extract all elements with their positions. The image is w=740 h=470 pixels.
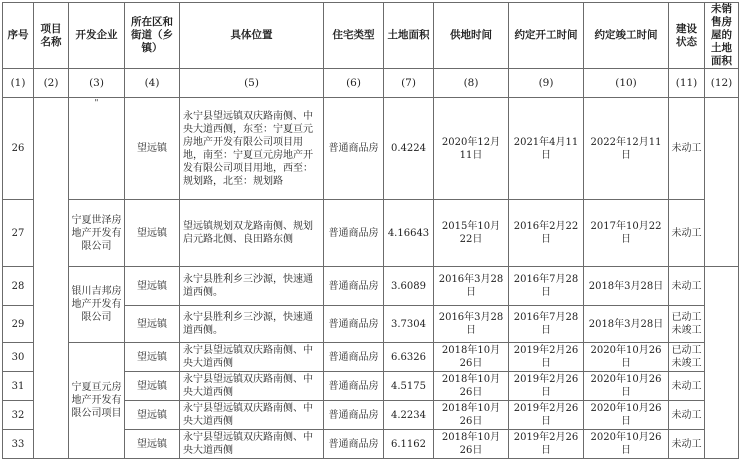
row-location: 永宁县望远镇双庆路南侧、中央大道西侧 [180, 372, 324, 401]
header-row [3, 3, 739, 69]
row-completion-time: 2020年10月26日 [584, 401, 669, 430]
row-land-area: 4.5175 [384, 372, 434, 401]
row-supply-time: 2016年3月28日 [434, 306, 509, 343]
header-developer: 开发企业 [69, 3, 125, 69]
row-seq: 29 [3, 306, 34, 343]
row-supply-time: 2016年3月28日 [434, 267, 509, 306]
developer-cell: 宁夏世泽房地产开发有限公司 [69, 200, 125, 267]
row-seq: 26 [3, 98, 34, 200]
row-status: 未动工 [669, 200, 705, 267]
row-status: 未动工 [669, 372, 705, 401]
index-cell: (7) [384, 69, 434, 98]
row-housing-type: 普通商品房 [324, 430, 384, 459]
row-start-time: 2019年2月26日 [509, 372, 584, 401]
header-unsold-area: 未销售房屋的土地面积 [705, 3, 739, 69]
index-cell: (10) [584, 69, 669, 98]
row-district: 望远镇 [125, 98, 180, 200]
unsold-area-cell [705, 98, 739, 267]
row-land-area: 6.6326 [384, 343, 434, 372]
table-row [3, 200, 739, 267]
row-district: 望远镇 [125, 401, 180, 430]
row-housing-type: 普通商品房 [324, 200, 384, 267]
header-seq: 序号 [3, 3, 34, 69]
row-district: 望远镇 [125, 372, 180, 401]
table-row [3, 267, 739, 306]
row-district: 望远镇 [125, 430, 180, 459]
row-land-area: 4.2234 [384, 401, 434, 430]
row-seq: 28 [3, 267, 34, 306]
index-cell: (6) [324, 69, 384, 98]
index-cell: (2) [34, 69, 69, 98]
row-location: 永宁县望远镇双庆路南侧、中央大道西侧，东至：宁夏亘元房地产开发有限公司项目用地，南至：宁夏亘元房地产开发有限公司项目用地，西至：规划路，北至：规划路 [180, 98, 324, 200]
row-location: 永宁县胜利乡三沙源，快速通道西侧。 [180, 306, 324, 343]
row-seq: 33 [3, 430, 34, 459]
header-district: 所在区和街道（乡镇） [125, 3, 180, 69]
row-start-time: 2019年2月26日 [509, 343, 584, 372]
table-row [3, 343, 739, 372]
row-status: 已动工未竣工 [669, 306, 705, 343]
unsold-area-cell [705, 267, 739, 459]
row-completion-time: 2017年10月22日 [584, 200, 669, 267]
row-location: 永宁县望远镇双庆路南侧、中央大道西侧 [180, 343, 324, 372]
header-housing-type: 住宅类型 [324, 3, 384, 69]
header-project-name: 项目名称 [34, 3, 69, 69]
row-district: 望远镇 [125, 267, 180, 306]
header-completion-time: 约定竣工时间 [584, 3, 669, 69]
land-supply-table [2, 2, 739, 459]
row-seq: 31 [3, 372, 34, 401]
row-housing-type: 普通商品房 [324, 401, 384, 430]
row-start-time: 2019年2月26日 [509, 401, 584, 430]
row-start-time: 2021年4月11日 [509, 98, 584, 200]
row-housing-type: 普通商品房 [324, 98, 384, 200]
row-completion-time: 2018年3月28日 [584, 306, 669, 343]
row-housing-type: 普通商品房 [324, 343, 384, 372]
row-supply-time: 2018年10月26日 [434, 343, 509, 372]
row-location: 永宁县望远镇双庆路南侧、中央大道西侧 [180, 430, 324, 459]
row-land-area: 3.7304 [384, 306, 434, 343]
index-cell: (4) [125, 69, 180, 98]
row-seq: 30 [3, 343, 34, 372]
row-supply-time: 2015年10月22日 [434, 200, 509, 267]
table-row [3, 98, 739, 200]
row-seq: 32 [3, 401, 34, 430]
row-completion-time: 2018年3月28日 [584, 267, 669, 306]
row-status: 未动工 [669, 267, 705, 306]
developer-cell: " [69, 98, 125, 200]
index-row [3, 69, 739, 98]
index-cell: (11) [669, 69, 705, 98]
header-supply-time: 供地时间 [434, 3, 509, 69]
row-status: 未动工 [669, 430, 705, 459]
row-seq: 27 [3, 200, 34, 267]
row-start-time: 2016年7月28日 [509, 306, 584, 343]
index-cell: (5) [180, 69, 324, 98]
header-status: 建设状态 [669, 3, 705, 69]
row-completion-time: 2022年12月11日 [584, 98, 669, 200]
header-land-area: 土地面积 [384, 3, 434, 69]
row-completion-time: 2020年10月26日 [584, 343, 669, 372]
row-start-time: 2016年2月22日 [509, 200, 584, 267]
developer-cell: 银川吉邦房地产开发有限公司 [69, 267, 125, 343]
row-housing-type: 普通商品房 [324, 306, 384, 343]
index-cell: (9) [509, 69, 584, 98]
row-supply-time: 2018年10月26日 [434, 401, 509, 430]
row-housing-type: 普通商品房 [324, 372, 384, 401]
row-start-time: 2016年7月28日 [509, 267, 584, 306]
row-land-area: 0.4224 [384, 98, 434, 200]
row-land-area: 6.1162 [384, 430, 434, 459]
row-location: 永宁县胜利乡三沙源，快速通道西侧。 [180, 267, 324, 306]
row-status: 已动工未竣工 [669, 343, 705, 372]
index-cell: (3) [69, 69, 125, 98]
row-district: 望远镇 [125, 306, 180, 343]
row-district: 望远镇 [125, 200, 180, 267]
project-name-cell [34, 98, 69, 459]
row-location: 永宁县望远镇双庆路南侧、中央大道西侧 [180, 401, 324, 430]
developer-cell: 宁夏亘元房地产开发有限公司项目 [69, 343, 125, 459]
index-cell: (1) [3, 69, 34, 98]
row-completion-time: 2020年10月26日 [584, 372, 669, 401]
row-housing-type: 普通商品房 [324, 267, 384, 306]
index-cell: (12) [705, 69, 739, 98]
row-supply-time: 2018年10月26日 [434, 430, 509, 459]
row-location: 望远镇规划双龙路南侧、规划启元路北侧、良田路东侧 [180, 200, 324, 267]
row-status: 未动工 [669, 98, 705, 200]
index-cell: (8) [434, 69, 509, 98]
row-land-area: 4.16643 [384, 200, 434, 267]
row-completion-time: 2020年10月26日 [584, 430, 669, 459]
row-land-area: 3.6089 [384, 267, 434, 306]
row-status: 未动工 [669, 401, 705, 430]
row-supply-time: 2020年12月11日 [434, 98, 509, 200]
row-supply-time: 2018年10月26日 [434, 372, 509, 401]
header-start-time: 约定开工时间 [509, 3, 584, 69]
row-start-time: 2019年2月26日 [509, 430, 584, 459]
header-location: 具体位置 [180, 3, 324, 69]
row-district: 望远镇 [125, 343, 180, 372]
